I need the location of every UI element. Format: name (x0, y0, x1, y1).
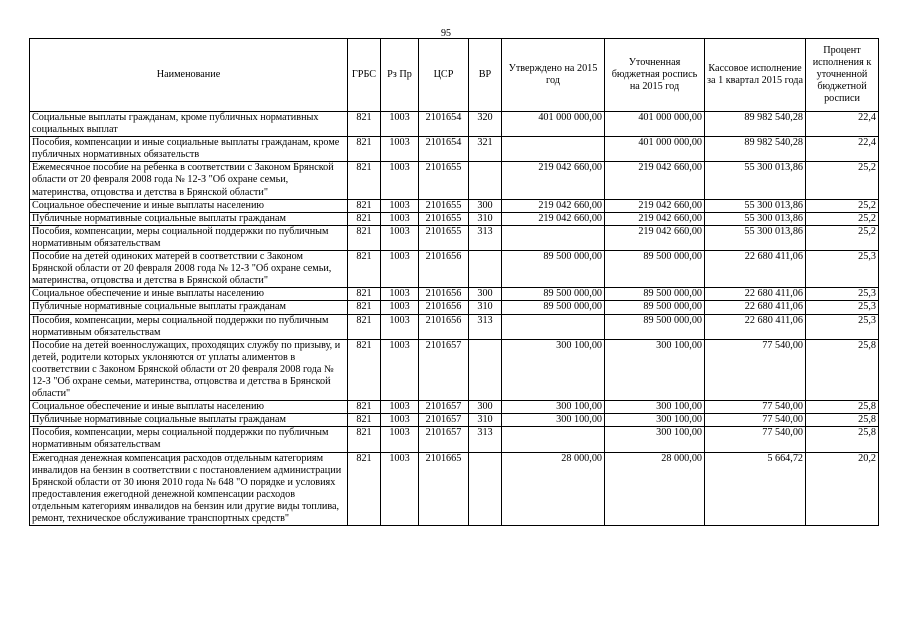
cell-approved (502, 137, 605, 162)
cell-vr: 310 (469, 301, 502, 314)
cell-revised: 219 042 660,00 (605, 162, 705, 199)
table-row (30, 339, 879, 400)
cell-cash: 22 680 411,06 (705, 288, 806, 301)
cell-approved: 89 500 000,00 (502, 251, 605, 288)
cell-vr: 320 (469, 112, 502, 137)
cell-csr: 2101665 (419, 452, 469, 526)
cell-vr: 310 (469, 414, 502, 427)
table-row (30, 225, 879, 250)
cell-cash: 55 300 013,86 (705, 225, 806, 250)
cell-approved: 219 042 660,00 (502, 199, 605, 212)
cell-rz-pr: 1003 (381, 199, 419, 212)
cell-cash: 89 982 540,28 (705, 137, 806, 162)
cell-rz-pr: 1003 (381, 452, 419, 526)
cell-approved: 28 000,00 (502, 452, 605, 526)
cell-grbs: 821 (348, 288, 381, 301)
cell-grbs: 821 (348, 112, 381, 137)
cell-revised: 300 100,00 (605, 427, 705, 452)
table-row (30, 137, 879, 162)
cell-vr: 310 (469, 212, 502, 225)
cell-cash: 22 680 411,06 (705, 314, 806, 339)
table-row (30, 401, 879, 414)
cell-grbs: 821 (348, 414, 381, 427)
header-rz-pr: Рз Пр (381, 39, 419, 112)
cell-grbs: 821 (348, 199, 381, 212)
cell-approved (502, 314, 605, 339)
cell-csr: 2101655 (419, 162, 469, 199)
table-body (30, 112, 879, 526)
cell-cash: 55 300 013,86 (705, 212, 806, 225)
table-row (30, 427, 879, 452)
header-approved: Утверждено на 2015 год (502, 39, 605, 112)
cell-percent: 25,8 (806, 414, 879, 427)
cell-revised: 89 500 000,00 (605, 251, 705, 288)
header-vr: ВР (469, 39, 502, 112)
cell-name: Ежегодная денежная компенсация расходов отдельным категориям инвалидов на бензин в соответствии с постановлением администрации Брянской области от 30 июня 2010 года № 648 "О порядке и условиях предоставления ежегодной денежной компенсации расходов отдельным категориям инвалидов на бензин или другие виды топлива, ремонт, техническое обслуживание транспортных средств" (30, 452, 348, 526)
cell-grbs: 821 (348, 339, 381, 400)
cell-revised: 89 500 000,00 (605, 314, 705, 339)
cell-csr: 2101656 (419, 301, 469, 314)
cell-approved: 89 500 000,00 (502, 288, 605, 301)
cell-cash: 22 680 411,06 (705, 301, 806, 314)
cell-percent: 25,2 (806, 225, 879, 250)
cell-vr: 300 (469, 401, 502, 414)
cell-grbs: 821 (348, 162, 381, 199)
cell-approved (502, 225, 605, 250)
cell-vr: 313 (469, 225, 502, 250)
cell-revised: 28 000,00 (605, 452, 705, 526)
cell-cash: 77 540,00 (705, 339, 806, 400)
cell-revised: 401 000 000,00 (605, 112, 705, 137)
cell-revised: 219 042 660,00 (605, 212, 705, 225)
cell-grbs: 821 (348, 251, 381, 288)
table-row (30, 251, 879, 288)
cell-approved: 219 042 660,00 (502, 212, 605, 225)
cell-vr (469, 251, 502, 288)
cell-csr: 2101656 (419, 288, 469, 301)
cell-rz-pr: 1003 (381, 339, 419, 400)
cell-cash: 77 540,00 (705, 414, 806, 427)
cell-rz-pr: 1003 (381, 427, 419, 452)
cell-rz-pr: 1003 (381, 301, 419, 314)
cell-vr (469, 452, 502, 526)
cell-name: Социальные выплаты гражданам, кроме публичных нормативных социальных выплат (30, 112, 348, 137)
cell-grbs: 821 (348, 225, 381, 250)
cell-grbs: 821 (348, 427, 381, 452)
cell-percent: 25,2 (806, 162, 879, 199)
cell-grbs: 821 (348, 452, 381, 526)
table-row (30, 301, 879, 314)
cell-percent: 25,2 (806, 199, 879, 212)
table-row (30, 452, 879, 526)
cell-name: Пособия, компенсации, меры социальной поддержки по публичным нормативным обязательствам (30, 427, 348, 452)
cell-revised: 219 042 660,00 (605, 225, 705, 250)
cell-grbs: 821 (348, 137, 381, 162)
cell-approved: 300 100,00 (502, 401, 605, 414)
cell-csr: 2101656 (419, 314, 469, 339)
cell-csr: 2101657 (419, 427, 469, 452)
cell-name: Пособие на детей одиноких матерей в соответствии с Законом Брянской области от 20 февраля 2008 года № 12-З "Об охране семьи, материнства, отцовства и детства в Брянской области" (30, 251, 348, 288)
header-revised: Уточненная бюджетная роспись на 2015 год (605, 39, 705, 112)
cell-cash: 55 300 013,86 (705, 162, 806, 199)
cell-cash: 89 982 540,28 (705, 112, 806, 137)
cell-percent: 25,8 (806, 427, 879, 452)
cell-csr: 2101654 (419, 137, 469, 162)
table-row (30, 288, 879, 301)
table-row (30, 199, 879, 212)
cell-rz-pr: 1003 (381, 414, 419, 427)
cell-name: Публичные нормативные социальные выплаты гражданам (30, 212, 348, 225)
cell-grbs: 821 (348, 314, 381, 339)
cell-approved: 401 000 000,00 (502, 112, 605, 137)
cell-name: Публичные нормативные социальные выплаты гражданам (30, 301, 348, 314)
cell-revised: 219 042 660,00 (605, 199, 705, 212)
cell-name: Пособие на детей военнослужащих, проходящих службу по призыву, и детей, родители которых уклоняются от уплаты алиментов в соответствии с Законом Брянской области от 20 февраля 2008 года № 12-З "Об охране семьи, материнства, отцовства и детства в Брянской области" (30, 339, 348, 400)
cell-name: Пособия, компенсации, меры социальной поддержки по публичным нормативным обязательствам (30, 225, 348, 250)
cell-csr: 2101656 (419, 251, 469, 288)
cell-vr: 313 (469, 314, 502, 339)
cell-revised: 401 000 000,00 (605, 137, 705, 162)
table-row (30, 112, 879, 137)
cell-approved: 300 100,00 (502, 414, 605, 427)
cell-rz-pr: 1003 (381, 112, 419, 137)
cell-approved (502, 427, 605, 452)
cell-approved: 219 042 660,00 (502, 162, 605, 199)
budget-table (29, 38, 879, 526)
cell-grbs: 821 (348, 301, 381, 314)
cell-csr: 2101657 (419, 339, 469, 400)
cell-rz-pr: 1003 (381, 401, 419, 414)
cell-approved: 89 500 000,00 (502, 301, 605, 314)
cell-revised: 300 100,00 (605, 414, 705, 427)
cell-rz-pr: 1003 (381, 225, 419, 250)
header-csr: ЦСР (419, 39, 469, 112)
cell-percent: 25,8 (806, 339, 879, 400)
cell-name: Социальное обеспечение и иные выплаты населению (30, 288, 348, 301)
cell-vr: 300 (469, 199, 502, 212)
cell-cash: 55 300 013,86 (705, 199, 806, 212)
cell-rz-pr: 1003 (381, 314, 419, 339)
table-row (30, 162, 879, 199)
cell-approved: 300 100,00 (502, 339, 605, 400)
cell-percent: 25,3 (806, 314, 879, 339)
cell-name: Ежемесячное пособие на ребенка в соответствии с Законом Брянской области от 20 февраля 2008 года № 12-З "Об охране семьи, материнства, отцовства и детства в Брянской области" (30, 162, 348, 199)
cell-name: Пособия, компенсации и иные социальные выплаты гражданам, кроме публичных нормативных обязательств (30, 137, 348, 162)
cell-percent: 25,3 (806, 301, 879, 314)
cell-csr: 2101655 (419, 199, 469, 212)
cell-csr: 2101655 (419, 225, 469, 250)
cell-cash: 22 680 411,06 (705, 251, 806, 288)
cell-percent: 25,3 (806, 251, 879, 288)
header-grbs: ГРБС (348, 39, 381, 112)
cell-rz-pr: 1003 (381, 212, 419, 225)
cell-percent: 25,2 (806, 212, 879, 225)
cell-revised: 89 500 000,00 (605, 301, 705, 314)
cell-cash: 77 540,00 (705, 401, 806, 414)
cell-percent: 22,4 (806, 112, 879, 137)
cell-percent: 20,2 (806, 452, 879, 526)
cell-cash: 77 540,00 (705, 427, 806, 452)
cell-csr: 2101657 (419, 414, 469, 427)
cell-cash: 5 664,72 (705, 452, 806, 526)
cell-vr (469, 162, 502, 199)
cell-revised: 300 100,00 (605, 401, 705, 414)
table-row (30, 212, 879, 225)
cell-vr: 321 (469, 137, 502, 162)
cell-name: Пособия, компенсации, меры социальной поддержки по публичным нормативным обязательствам (30, 314, 348, 339)
cell-vr: 313 (469, 427, 502, 452)
cell-revised: 300 100,00 (605, 339, 705, 400)
cell-grbs: 821 (348, 212, 381, 225)
header-cash: Кассовое исполнение за 1 квартал 2015 года (705, 39, 806, 112)
cell-rz-pr: 1003 (381, 137, 419, 162)
cell-name: Социальное обеспечение и иные выплаты населению (30, 401, 348, 414)
cell-vr: 300 (469, 288, 502, 301)
cell-percent: 25,3 (806, 288, 879, 301)
cell-rz-pr: 1003 (381, 162, 419, 199)
table-row (30, 314, 879, 339)
table-row (30, 414, 879, 427)
cell-csr: 2101654 (419, 112, 469, 137)
cell-percent: 22,4 (806, 137, 879, 162)
cell-revised: 89 500 000,00 (605, 288, 705, 301)
cell-rz-pr: 1003 (381, 288, 419, 301)
cell-grbs: 821 (348, 401, 381, 414)
table-header-row (30, 39, 879, 112)
cell-percent: 25,8 (806, 401, 879, 414)
cell-name: Публичные нормативные социальные выплаты гражданам (30, 414, 348, 427)
cell-rz-pr: 1003 (381, 251, 419, 288)
cell-vr (469, 339, 502, 400)
header-percent: Процент исполнения к уточненной бюджетной росписи (806, 39, 879, 112)
cell-csr: 2101655 (419, 212, 469, 225)
page-number: 95 (441, 28, 451, 39)
cell-csr: 2101657 (419, 401, 469, 414)
header-name: Наименование (30, 39, 348, 112)
cell-name: Социальное обеспечение и иные выплаты населению (30, 199, 348, 212)
